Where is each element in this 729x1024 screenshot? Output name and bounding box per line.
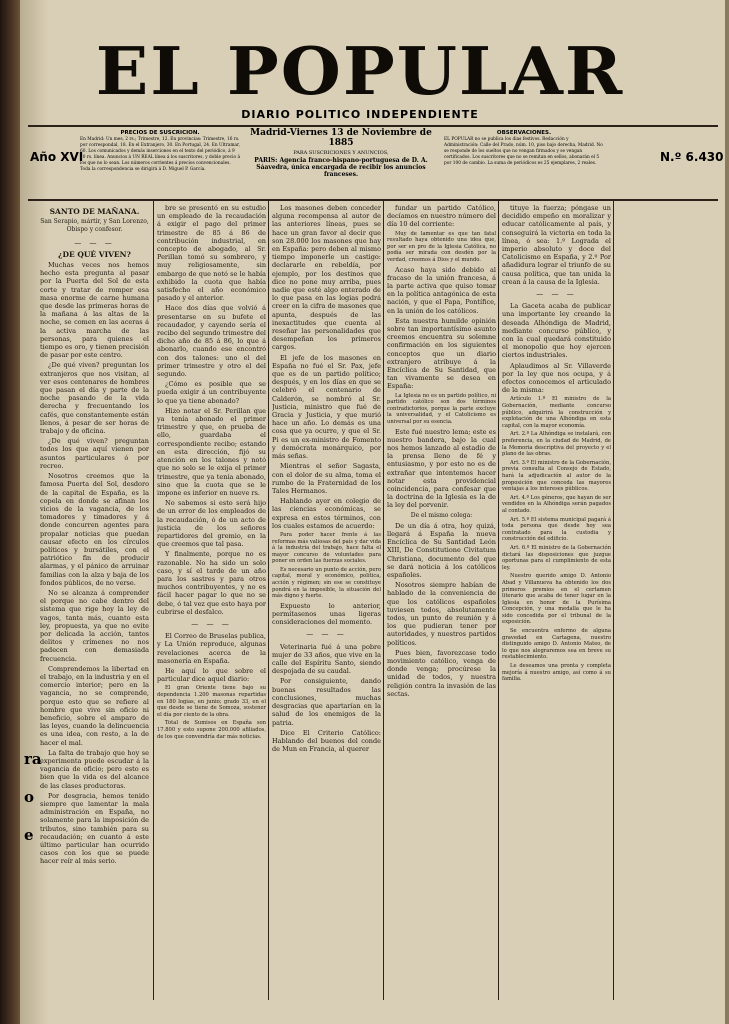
- paragraph: Expuesto lo anterior, permítasenos unas ligeras consideraciones del momento.: [272, 601, 381, 627]
- saint-heading: SANTO DE MAÑANA.: [49, 207, 140, 216]
- paragraph: Por desgracia, hemos tenido siempre que lamentar la mala administración en España, no solamente para la imposición de tributos, sino también para su recaudación; en cuanto á este último particular han ocurrido casos con los que se puede hacer reír al más serio.: [40, 791, 149, 866]
- separator: — — —: [74, 238, 115, 247]
- year-label: Año XVI: [30, 150, 84, 164]
- agency-strong: PARIS: Agencia franco-hispano-portuguesa de D. A. Sáavedra, única encargada de recibir los anuncios franceses.: [254, 157, 428, 178]
- paragraph: Veterinaria fué á una pobre mujer de 33 años, que vive en la calle del Espíritu Santo, siendo despojada de su caudal.: [272, 642, 381, 676]
- paragraph: fundar un partido Católico, decíamos en nuestro número del día 10 del corriente:: [387, 204, 496, 229]
- paragraph: Muchas veces nos hemos hecho esta pregunta al pasar por la Puerta del Sol de esta corte y tratar de romper esa masa enorme de carne humana que desde las primeras horas de la mañana á las altas de la noche, se comen en las aceras á la activa marcha de las personas, para quienes el tiempo es oro, y tienen precisión de pasar por este centro.: [40, 261, 149, 360]
- paragraph: Los masones deben conceder alguna recompensa al autor de las anteriores líneas, pues se hace un gran favor al decir que son 28.000 los masones que hay en España: pero deben al mismo tiempo imponerle un castigo: declararle en rebeldía, por ejemplo, por los destinos que dice no pone muy arriba, pues nadie que esté algo enterado de lo que pasa en las logias podrá creer en la cifra de masones que apunta, después de las inexactitudes que cuenta al reseñar las personalidades que desempeñan los primeros cargos.: [272, 204, 381, 352]
- column-1: [40, 204, 149, 994]
- paragraph: Muy de lamentar es que tan fatal resultado haya obtenido una idea que, por ser en pro de la Iglesia Católica, no podía ser mirada con desdén por la verdad, creemos á Dios y el mundo.: [387, 230, 496, 263]
- column-divider: [498, 200, 499, 1000]
- issue-number: N.º 6.430: [660, 150, 724, 164]
- subscription-title: PRECIOS DE SUSCRICION.: [120, 130, 200, 136]
- fragment-letters: e: [24, 826, 34, 844]
- paragraph: Nosotros siempre habían de hablado de la conveniencia de que los católicos españoles tuviesen todos, absolutamente todos, un punto de reunión y á los que pudieran tener por autoridades, y nuestros partidos políticos.: [387, 581, 496, 647]
- paragraph: Se encuentra enfermo de alguna gravedad en Cartagena, nuestro distinguido amigo D. Antonio Mateo, de lo que nos alegraremos sea en breve su restablecimiento.: [502, 628, 611, 661]
- observations-box: [444, 129, 604, 197]
- separator: — — —: [536, 290, 577, 299]
- column-5: [502, 204, 611, 994]
- paragraph: Hablando ayer en colegio de las ciencias económicas, se expresa en estos términos, con los cuales estamos de acuerdo:: [272, 497, 381, 530]
- paragraph: Art. 5.º El sistema municipal pagará á toda persona que desde hoy sea contratado para la custodia y construcción del edificio.: [502, 516, 611, 543]
- fragment-letters: ra: [24, 750, 42, 768]
- paragraph: Comprendemos la libertad en el trabajo, en la industria y en el comercio interior; pero en la vagancia, no se comprende, porque esto que se refiere al hombre que vive sin oficio ni beneficio, sobre el amparo de las leyes, cuando la delincuencia es una idea, con resto, a la de hacer el mal.: [40, 664, 149, 747]
- paragraph: Acaso haya sido debido al fracaso de la unión francesa, á la parte activa que quiso tomar en la política antagónica de esta nación, y que el Papa, Pontífice, en la unión de los católicos.: [387, 265, 496, 315]
- issue-date: Madrid-Viernes 13 de Noviembre de 1885: [250, 128, 432, 148]
- masthead-subtitle: DIARIO POLITICO INDEPENDIENTE: [241, 108, 479, 121]
- saint-text: San Serapio, mártir, y San Lorenzo, Obispo y confesor.: [40, 218, 149, 234]
- paragraph: bre se presentó en su estudio un empleado de la recaudación á exigir el pago del primer trimestre de 85 á 86 de contribución industrial, en concepto de abogado, al Sr. Perillan tomó su sombrero, y muy religiosamente, sin embargo de que notó se le había exhibido la cuota que había satisfecho el año económico pasado y el anterior.: [157, 204, 266, 303]
- agency-box: [246, 150, 436, 178]
- paragraph: Por consiguiente, dando buenas resultados las conclusiones, muchas desgracias que apartarían en la salud de los enemigos de la patria.: [272, 677, 381, 727]
- paragraph: Nuestro querido amigo D. Antonio Abad y Villanueva ha obtenido los dos primeros premios en el certamen literario que acaba de tener lugar en la Iglesia en honor de la Purísima Concepción, y una medalla que le ha sido concedida por el tribunal de la exposición.: [502, 573, 611, 626]
- paragraph: ¿Cómo es posible que se pueda exigir á un contribuyente lo que ya tiene abonado?: [157, 380, 266, 405]
- separator: — — —: [191, 619, 232, 628]
- paragraph: Art. 6.º El ministro de la Gobernación dictará las disposiciones que juzgue oportunas para el cumplimiento de esta ley.: [502, 544, 611, 571]
- paragraph: Pues bien, favorezcase todo movimiento católico, venga de donde venga; procúrese la unidad de todos, y nuestra religión contra la invasión de las sectas.: [387, 648, 496, 698]
- paragraph: Esta nuestra humilde opinión sobre tan importantísimo asunto creemos encuentra su solemne confirmación en los siguientes conceptos que un diario extranjero atribuye á la Encíclica de Su Santidad, que tan vivamente se desea en España:: [387, 316, 496, 391]
- paragraph: Art. 2.º La Alhóndiga se instalará, con preferencia, en la ciudad de Madrid, de la Memoria descriptiva del proyecto y el plano de las obras.: [502, 431, 611, 458]
- paragraph: Art. 3.º El ministro de la Gobernación, previa consulta al Consejo de Estado, hará la adjudicación al autor de la proposición que conceda las mayores ventajas a los intereses públicos.: [502, 459, 611, 493]
- paragraph: El Correo de Bruselas publica, y La Unión reproduce, algunas revelaciones acerca de la masonería en España.: [157, 632, 266, 665]
- paragraph: tituye la fuerza; póngase un decidido empeño en moralizar y educar católicamente al país, y conseguirá la victoria en toda la línea, ó sea: 1.º Lograda el imperio absoluto y doce del Catolicismo en España, y 2.º Por añadidura lograr el triunfo de su causa política, que tan unida la crean á la causa de la Iglesia.: [502, 204, 611, 286]
- agency-small: PARA SUSCRICIONES Y ANUNCIOS,: [293, 150, 389, 156]
- paragraph: ¿De qué viven? preguntan los extranjeros que nos visitan, al ver esos centenares de hombres que pasan el día y parte de la noche pasando de la vida derecha y frecuentando los cafés, que constantemente están llenos, á pesar de ser horas de trabajo y de oficina.: [40, 361, 149, 436]
- paragraph: Artículo 1.º El ministro de la Gobernación, mediante concurso público, adquirirá la construcción y explotación de una Alhóndiga en esta capital, con la mayor economía.: [502, 396, 611, 429]
- paragraph: Y finalmente, porque no es razonable. No ha sido un solo caso, y sí el tarde de un año para los sastres y para otros muchos contribuyentes, y no es fácil hacer pagar lo que no se debe, ó tal vez que esto haya por cubrirse el desfalco.: [157, 550, 266, 616]
- paragraph: Total de Sumisos en España son 17.800 y esto supone 200.000 afiliados, de los que convendría dar más noticias.: [157, 720, 266, 740]
- header-rule-bottom: [28, 199, 718, 201]
- column-2: [157, 204, 266, 994]
- paragraph: No sabemos si esto será hijo de un error de los empleados de la recaudación, ó de un acto de justicia de los señores repartidores del gremio, en la que creemos que tal pasa.: [157, 499, 266, 549]
- separator: — — —: [306, 630, 347, 639]
- observations-text: EL POPULAR no se publica los dias festivos. Redacción y Administración: Calle del Prado, núm. 10, piso bajo derecha, Madrid. No se responde de los sueltos que no vengan firmados y se vengan certificados. Los suscritores que no se remitan en sellos, abonarán el 5 por 100 de cambio. La suma de periódicos es 25 ejemplares, 2 reales.: [444, 137, 603, 166]
- paragraph: No se alcanza á comprender el porque no cabe dentro del sistema que rige hoy la ley de vagos, tanta más, cuanto esta ley, propuesta, ya que no evite por delicada la acción, tantos delitos y crímenes no nos padecen con demasiada frecuencia.: [40, 588, 149, 663]
- paragraph: Es necesario un punto de acción, pero capital, moral y económico, política, acción y régimen; sin ese se constituye pondrá en la imposible, la situación del más digno y fuerte.: [272, 566, 381, 600]
- paragraph: La Gaceta acaba de publicar una importante ley creando la deseada Alhóndiga de Madrid, mediante concurso público, y con la cual quedará constituido el monopolio que hoy ejercen ciertos industriales.: [502, 302, 611, 360]
- page-right-edge: [725, 0, 729, 1024]
- paragraph: He aquí lo que sobre el particular dice aquel diario:: [157, 666, 266, 684]
- column-divider: [613, 200, 614, 1000]
- paragraph: La falta de trabajo que hoy se experimenta puede escudar á la vagancia de oficio; pero esto es bien que la vida es del alcance de las clases productoras.: [40, 748, 149, 790]
- column-divider: [268, 200, 269, 1000]
- paragraph: Este fué nuestro lema; este es nuestro bandera, bajo la cual nos hemos lanzado al estadio de la prensa lleno de fé y entusiasmo, y por esto no es de extrañar que intentemos hacer notar esta providencial coincidencia, para confesar que la doctrina de la Iglesia es la de la ley del porvenir.: [387, 427, 496, 510]
- article-title: ¿DE QUÉ VIVEN?: [58, 249, 131, 259]
- book-binding: [0, 0, 20, 1024]
- observations-title: OBSERVACIONES.: [496, 130, 552, 136]
- paragraph: De el mismo colega:: [410, 511, 473, 519]
- paragraph: Le deseamos una pronta y completa mejoría á nuestro amigo, así como á su familia.: [502, 663, 611, 683]
- paragraph: Dice El Criterio Católico: Hablando del buenos del conde de Mun en Francia, al querer: [272, 728, 381, 754]
- paragraph: Hace dos días que volvió á presentarse en su bufete el recaudador, y cayendo sería el recibo del segundo trimestre del dicho año de 85 á 86, lo que á abonarlo, cuando ese encontró con dos talones: uno el del primer trimestre y otro el del segundo.: [157, 304, 266, 379]
- paragraph: El jefe de los masones en España no fué el Sr. Pax, jefe que es de un partido político; después, y en los días en que se celebró el centenario de Calderón, se nombró al Sr. Justicia, ministro que fué de Gracia y Justicia, y que murió hace un año. Lo demás es una cosa que ya ocurre, y que el Sr. Pi es un ex-ministro de Fomento y demócrata monárquico, por más señas.: [272, 353, 381, 461]
- paragraph: Mientras el señor Sagasta, con el dolor de su alma, toma el rumbo de la Fraternidad de los Tales Hermanos.: [272, 462, 381, 495]
- facing-page-fragment: [24, 740, 42, 854]
- quote: El gran Oriente tiene bajo su dependencia 1.200 masonas repartidas en 180 logias, en junio; grado 33, en el que desde se tiene de Somoza, sostener el día por ciento de la obra.: [157, 685, 266, 718]
- subscription-text: En Madrid: Un mes, 2 rs.; Trimestre, 12. En provincias: Trimestre, 16 rs. por correspondal, 18. En el Extranjero, 30. En Portugal, 24. En Ultramar, 60. Los comunicados y demás inserciones en el texto del periódico, á 9 10 rs. línea. Anuncios á UN REAL línea á los suscritores, y doble precio á los que no lo sean. Los números corrientes á precios convencionales. Toda la correspondencia se dirigirá á D. Miguel P. García.: [80, 137, 240, 172]
- fragment-letters: o: [24, 788, 35, 806]
- column-divider: [383, 200, 384, 1000]
- paragraph: De un día á otra, hoy quizá, llegará á España la nueva Encíclica de Su Santidad León XIII, De Constitutione Civitatum Christiana, documento del que se dará noticia á los católicos españoles.: [387, 521, 496, 580]
- paragraph: Nosotros creemos que la famosa Puerta del Sol, desdoro de la capital de España, es la copela en donde se afinan los vicios de la vagancia, de los tomadores y timadores y á donde concurren agentes para propalar noticias que puedan causar efecto en los círculos políticos y bursátiles, con el patriótico fin de producir alarmas, y el pánico de arruinar familias con la alza y baja de los fondos públicos, de no verse.: [40, 472, 149, 587]
- paragraph: ¿De qué viven? preguntan todos los que aquí vienen por asuntos particulares ó por recreo.: [40, 437, 149, 470]
- subscription-box: [80, 129, 240, 197]
- column-4: [387, 204, 496, 994]
- column-3: [272, 204, 381, 994]
- paragraph: Art. 4.º Los géneros, que hayan de ser vendidos en la Alhóndiga serán pagados al contado.: [502, 494, 611, 514]
- masthead-title: EL POPULAR: [95, 33, 625, 110]
- paragraph: La Iglesia no es un partido político, ni partido católico son dos términos contradictorios, porque la parte excluye la universalidad, y el Catolicismo es universal por su esencia.: [387, 392, 496, 425]
- column-divider: [153, 200, 154, 1000]
- paragraph: Aplaudimos al Sr. Villaverde por la ley que nos ocupa, y á efectos conocemos el articulado de la misma:: [502, 361, 611, 395]
- paragraph: Hizo notar el Sr. Perillan que ya tenía abonado el primer trimestre y que, en prueba de ello, guardaba el correspondiente recibo; estando en esta dirección, fijó su atención en los talones y notó que no solo se le exija el primer trimestre, que ya tenía abonado, sino que la cuota que se le impone es inferior en nueve rs.: [157, 406, 266, 497]
- header-rule-top: [28, 125, 718, 127]
- paragraph: Para poder hacer frente á las reformas más valiosas del país y dar vida á la industria del trabajo, hace falta el mayor concurso de voluntades para poner en orden las fuerzas sociales.: [272, 531, 381, 565]
